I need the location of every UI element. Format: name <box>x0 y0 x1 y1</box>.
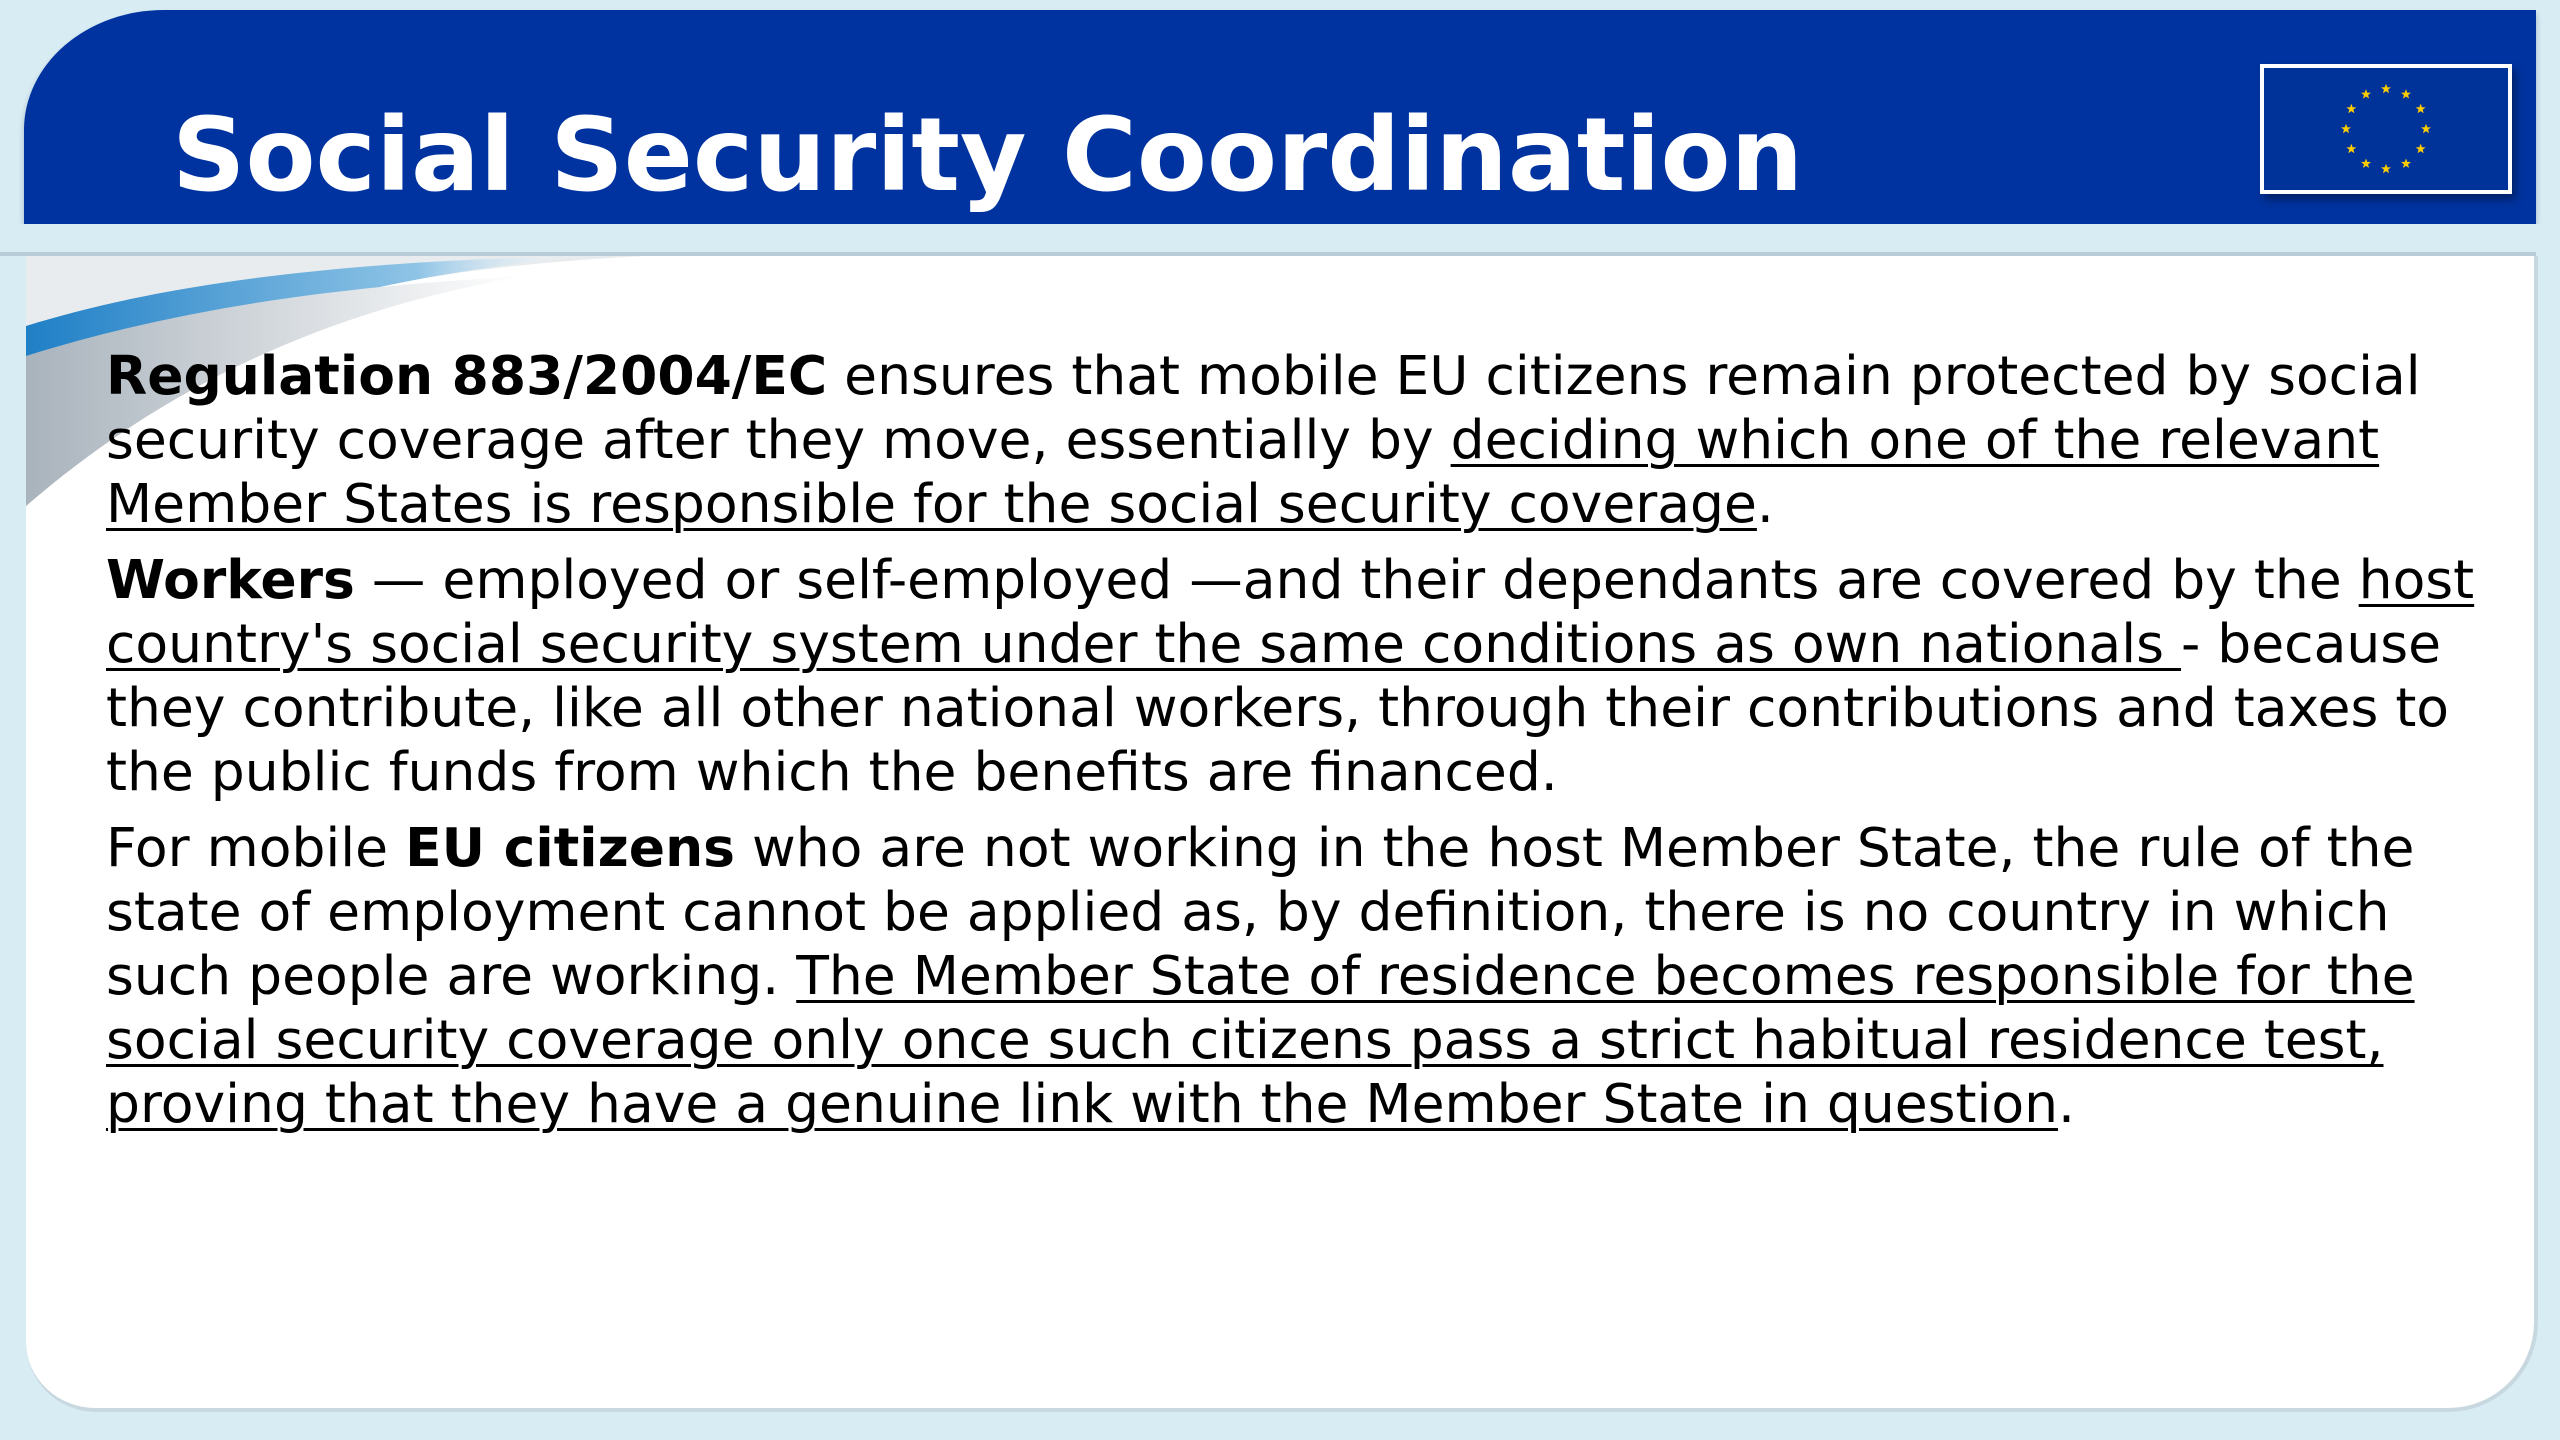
eu-star-icon <box>2416 104 2426 113</box>
paragraph-workers <box>106 548 2506 804</box>
eu-flag-icon <box>2260 64 2512 194</box>
regulation-end: . <box>1756 472 1774 535</box>
header-divider-band <box>0 224 2560 250</box>
regulation-bold: Regulation 883/2004/EC <box>106 344 828 407</box>
citizens-bold: EU citizens <box>405 816 735 879</box>
eu-star-icon <box>2401 89 2411 98</box>
citizens-underlined: The Member State of residence becomes responsible for the social security coverage only once such citizens pass a strict habitual residence test, proving that they have a genuine link with the Member State in question <box>106 944 2415 1135</box>
citizens-end: . <box>2058 1072 2076 1135</box>
eu-star-icon <box>2381 164 2391 173</box>
paragraph-regulation <box>106 344 2506 536</box>
eu-stars-icon <box>2264 68 2508 190</box>
header-bar <box>24 10 2536 224</box>
citizens-text: who are not working in the host Member State, the rule of the state of employment cannot be applied as, by definition, there is no country in which such people are working. <box>106 816 2415 1007</box>
eu-star-icon <box>2346 104 2356 113</box>
content-panel <box>26 256 2538 1412</box>
workers-text: — employed or self-employed —and their dependants are covered by the <box>354 548 2359 611</box>
eu-star-icon <box>2361 158 2371 167</box>
workers-end: - because they contribute, like all other national workers, through their contributions and taxes to the public funds from which the benefits are financed. <box>106 612 2450 803</box>
regulation-underlined: deciding which one of the relevant Member States is responsible for the social security coverage <box>106 408 2380 535</box>
eu-star-icon <box>2341 124 2351 133</box>
eu-star-icon <box>2381 84 2391 93</box>
eu-star-icon <box>2401 158 2411 167</box>
slide-title: Social Security Coordination <box>172 96 1804 215</box>
body-text <box>106 344 2506 1148</box>
eu-star-icon <box>2416 144 2426 153</box>
regulation-text: ensures that mobile EU citizens remain protected by social security coverage after they move, essentially by <box>106 344 2421 471</box>
eu-star-icon <box>2346 144 2356 153</box>
citizens-intro: For mobile <box>106 816 406 879</box>
eu-star-icon <box>2421 124 2431 133</box>
eu-star-icon <box>2361 89 2371 98</box>
paragraph-eu-citizens <box>106 816 2506 1136</box>
workers-underlined: host country's social security system under the same conditions as own nationals <box>106 548 2475 675</box>
workers-bold: Workers <box>106 548 355 611</box>
